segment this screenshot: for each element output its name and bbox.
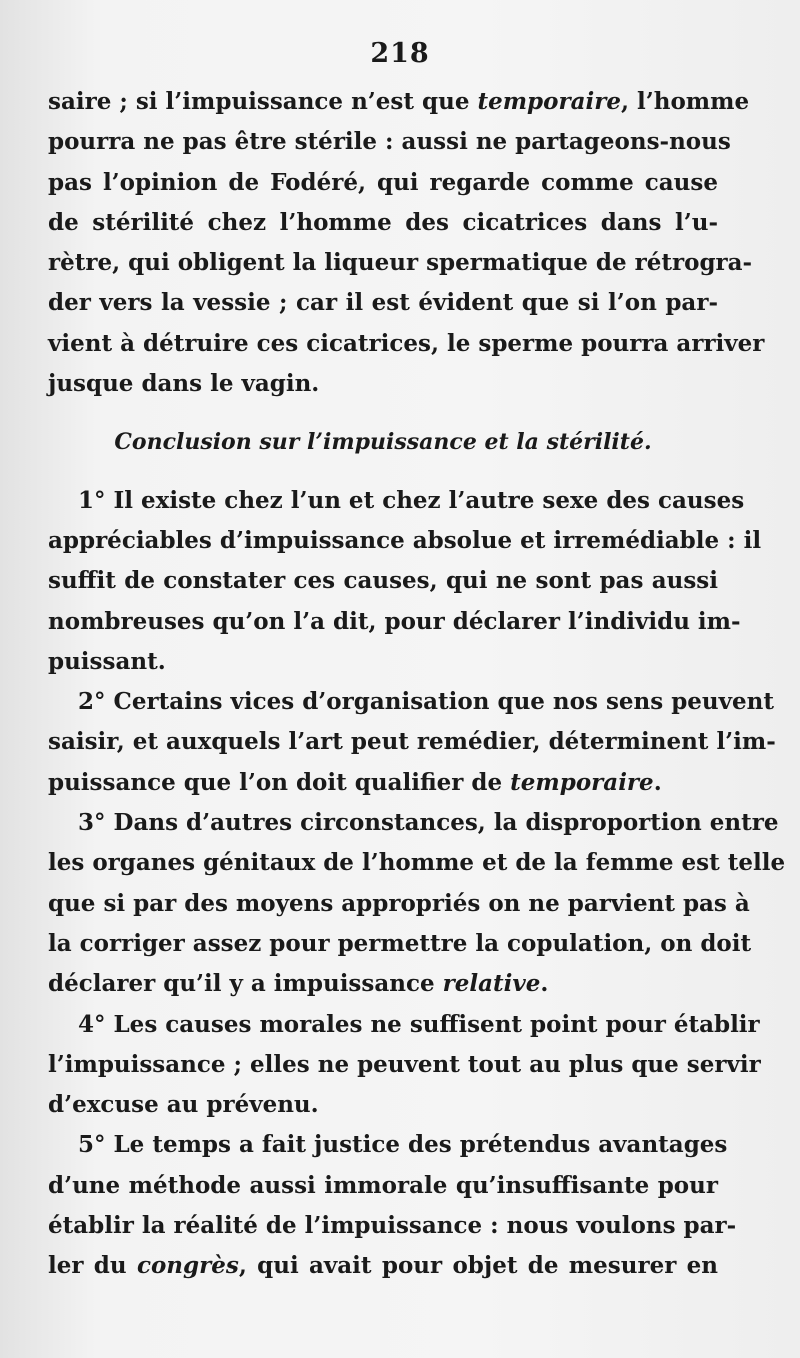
text-line: pourra ne pas être stérile : aussi ne partageons-nous [48, 128, 731, 156]
point-4 [48, 1005, 761, 1126]
text-line: puissance que l’on doit qualifier de temporaire. [48, 768, 662, 796]
text-line: 4° Les causes morales ne suffisent point pour établir [78, 1010, 760, 1038]
text-line: les organes génitaux de l’homme et de la femme est telle [48, 849, 786, 877]
text-line: 3° Dans d’autres circonstances, la disproportion entre [78, 809, 779, 837]
text-line: puissant. [48, 647, 166, 675]
text-line: saire ; si l’impuissance n’est que temporaire, l’homme [48, 88, 750, 115]
point-1 [48, 481, 762, 682]
section-heading: Conclusion sur l’impuissance et la stérilité. [114, 429, 652, 456]
text-line: 2° Certains vices d’organisation que nos sens peuvent [78, 688, 774, 716]
intro-paragraph [48, 82, 765, 404]
text-line: l’impuissance ; elles ne peuvent tout au plus que servir [48, 1050, 761, 1078]
text-line: 1° Il existe chez l’un et chez l’autre sexe des causes [78, 486, 745, 514]
text-line: de stérilité chez l’homme des cicatrices dans l’u- [48, 208, 718, 236]
text-line: d’une méthode aussi immorale qu’insuffisante pour [48, 1171, 718, 1199]
text-line: suffit de constater ces causes, qui ne sont pas aussi [48, 567, 718, 595]
page-number: 218 [370, 38, 430, 69]
text-line: jusque dans le vagin. [48, 370, 320, 398]
text-line: der vers la vessie ; car il est évident que si l’on par- [48, 289, 718, 317]
body-text [48, 82, 786, 1287]
text-line: la corriger assez pour permettre la copulation, on doit [48, 929, 752, 957]
text-line: pas l’opinion de Fodéré, qui regarde comme cause [48, 168, 718, 196]
text-line: vient à détruire ces cicatrices, le sperme pourra arriver [48, 329, 765, 357]
text-line: que si par des moyens appropriés on ne parvient pas à [48, 889, 750, 917]
point-5 [48, 1125, 737, 1286]
point-3 [48, 803, 786, 1004]
text-line: rètre, qui obligent la liqueur spermatique de rétrogra- [48, 249, 753, 277]
text-line: établir la réalité de l’impuissance : nous voulons par- [48, 1212, 737, 1240]
text-line: nombreuses qu’on l’a dit, pour déclarer l’individu im- [48, 607, 741, 635]
text-line: saisir, et auxquels l’art peut remédier, déterminent l’im- [48, 728, 776, 756]
text-line: appréciables d’impuissance absolue et irremédiable : il [48, 526, 762, 554]
text-line: 5° Le temps a fait justice des prétendus avantages [78, 1131, 728, 1159]
point-2 [48, 682, 776, 803]
text-line: ler du congrès, qui avait pour objet de mesurer en [48, 1252, 719, 1280]
text-line: déclarer qu’il y a impuissance relative. [48, 970, 549, 998]
text-line: d’excuse au prévenu. [48, 1091, 319, 1119]
